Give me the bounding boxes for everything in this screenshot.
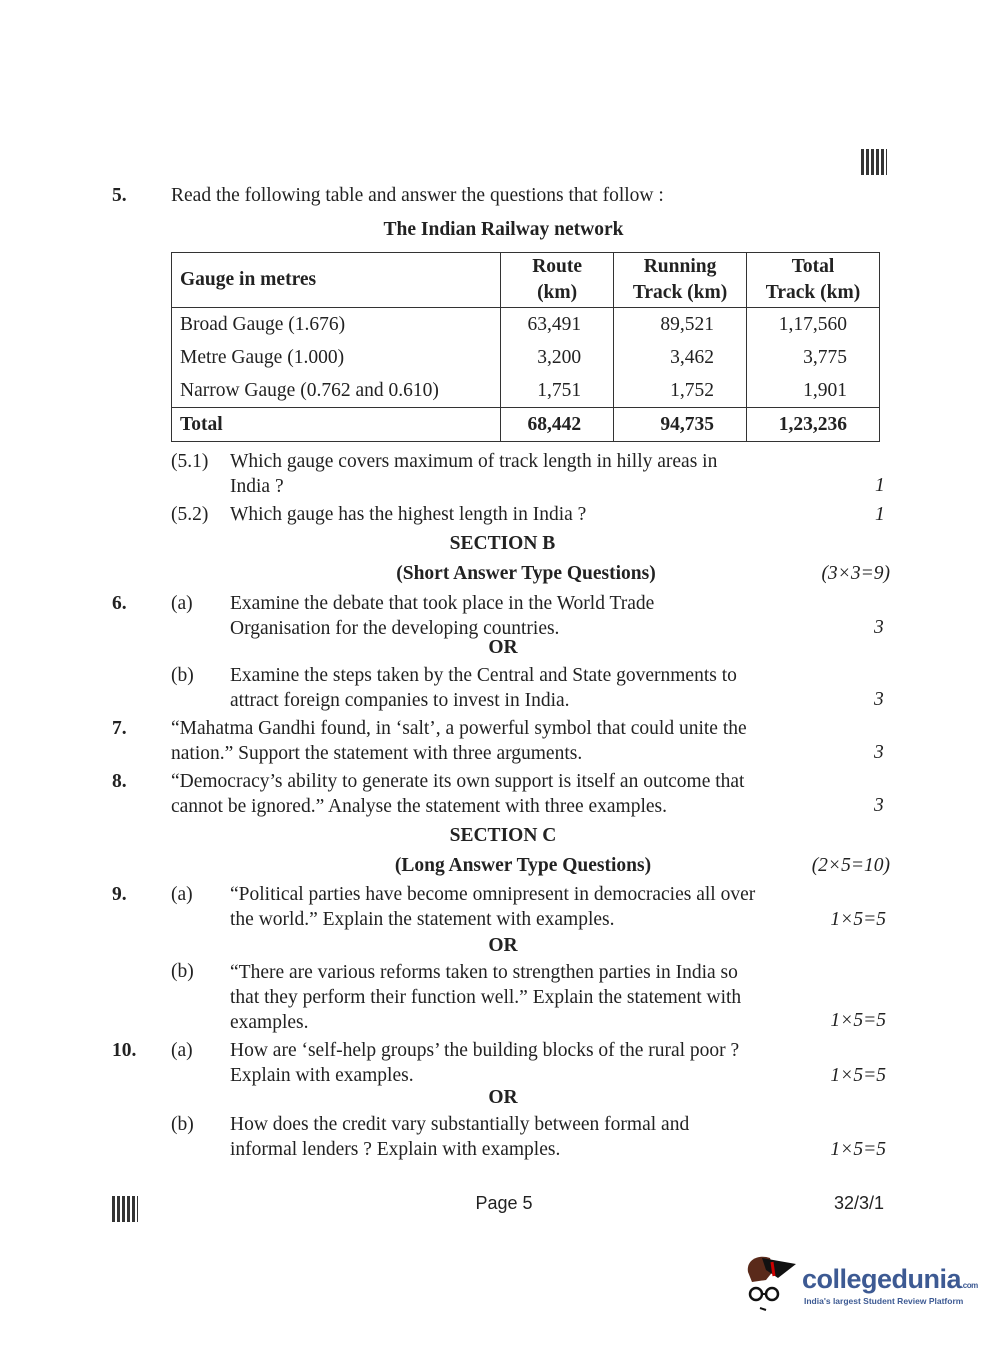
marks: 3	[874, 742, 884, 763]
marks: 1×5=5	[830, 1010, 886, 1031]
section-marks: (3×3=9)	[821, 563, 890, 584]
qr-code-icon	[112, 1196, 138, 1222]
marks: 1	[875, 475, 885, 496]
sub-label: (5.2)	[171, 504, 209, 525]
marks: 1×5=5	[830, 909, 886, 930]
railway-table	[171, 252, 880, 442]
section-title: SECTION B	[449, 533, 556, 554]
page-number: Page 5	[475, 1193, 533, 1213]
question-text: “Political parties have become omnipresent in democracies all over the world.” Explain the statement with examples.	[230, 884, 756, 930]
section-title: SECTION C	[449, 825, 557, 846]
table-row: Narrow Gauge (0.762 and 0.610) 1,751 1,752 1,901	[172, 374, 880, 408]
mascot-icon	[744, 1250, 802, 1312]
question-text: “There are various reforms taken to strengthen parties in India so that they perform their function well.” Explain the statement with examples.	[230, 962, 742, 1033]
question-number: 9.	[112, 884, 127, 905]
marks: 3	[874, 617, 884, 638]
option-label: (b)	[171, 665, 194, 686]
sub-label: (5.1)	[171, 451, 209, 472]
marks: 1	[875, 504, 885, 525]
or-divider: OR	[488, 935, 518, 956]
question-number: 5.	[112, 185, 127, 206]
or-divider: OR	[488, 637, 518, 658]
sub-question: Which gauge has the highest length in India ?	[230, 504, 587, 525]
section-subtitle: (Long Answer Type Questions)	[394, 855, 652, 876]
or-divider: OR	[488, 1087, 518, 1108]
question-text: How are ‘self-help groups’ the building blocks of the rural poor ? Explain with examples.	[230, 1040, 740, 1086]
table-row: Broad Gauge (1.676) 63,491 89,521 1,17,560	[172, 308, 880, 342]
qr-code-icon	[861, 149, 887, 175]
option-label: (a)	[171, 1040, 193, 1061]
question-text: Read the following table and answer the questions that follow :	[171, 185, 664, 206]
marks: 1×5=5	[830, 1065, 886, 1086]
option-label: (a)	[171, 593, 193, 614]
table-row: Metre Gauge (1.000) 3,200 3,462 3,775	[172, 341, 880, 374]
paper-code: 32/3/1	[833, 1193, 884, 1213]
option-label: (a)	[171, 884, 193, 905]
question-text: Examine the steps taken by the Central and State governments to attract foreign companies to invest in India.	[230, 665, 737, 711]
section-marks: (2×5=10)	[811, 855, 890, 876]
collegedunia-logo: collegedunia.com India's largest Student Review Platform	[744, 1250, 974, 1320]
table-title: The Indian Railway network	[383, 219, 624, 240]
header-gauge: Gauge in metres	[172, 253, 501, 308]
header-route: Route (km)	[501, 253, 614, 308]
sub-question: Which gauge covers maximum of track length in hilly areas in India ?	[230, 451, 718, 497]
option-label: (b)	[171, 961, 194, 982]
header-total: Total Track (km)	[747, 253, 880, 308]
question-number: 10.	[112, 1040, 137, 1061]
table-total-row: Total 68,442 94,735 1,23,236	[172, 408, 880, 442]
question-number: 6.	[112, 593, 127, 614]
question-text: “Democracy’s ability to generate its own support is itself an outcome that cannot be ignored.” Analyse the statement with three examples.	[171, 771, 745, 817]
question-number: 7.	[112, 718, 127, 739]
marks: 1×5=5	[830, 1139, 886, 1160]
section-subtitle: (Short Answer Type Questions)	[396, 563, 656, 584]
question-text: Examine the debate that took place in the World Trade Organisation for the developing countries.	[230, 593, 655, 639]
question-number: 8.	[112, 771, 127, 792]
question-text: How does the credit vary substantially between formal and informal lenders ? Explain with examples.	[230, 1114, 690, 1160]
header-running: Running Track (km)	[614, 253, 747, 308]
question-text: “Mahatma Gandhi found, in ‘salt’, a powerful symbol that could unite the nation.” Support the statement with three arguments.	[171, 718, 747, 764]
option-label: (b)	[171, 1114, 194, 1135]
marks: 3	[874, 795, 884, 816]
marks: 3	[874, 689, 884, 710]
